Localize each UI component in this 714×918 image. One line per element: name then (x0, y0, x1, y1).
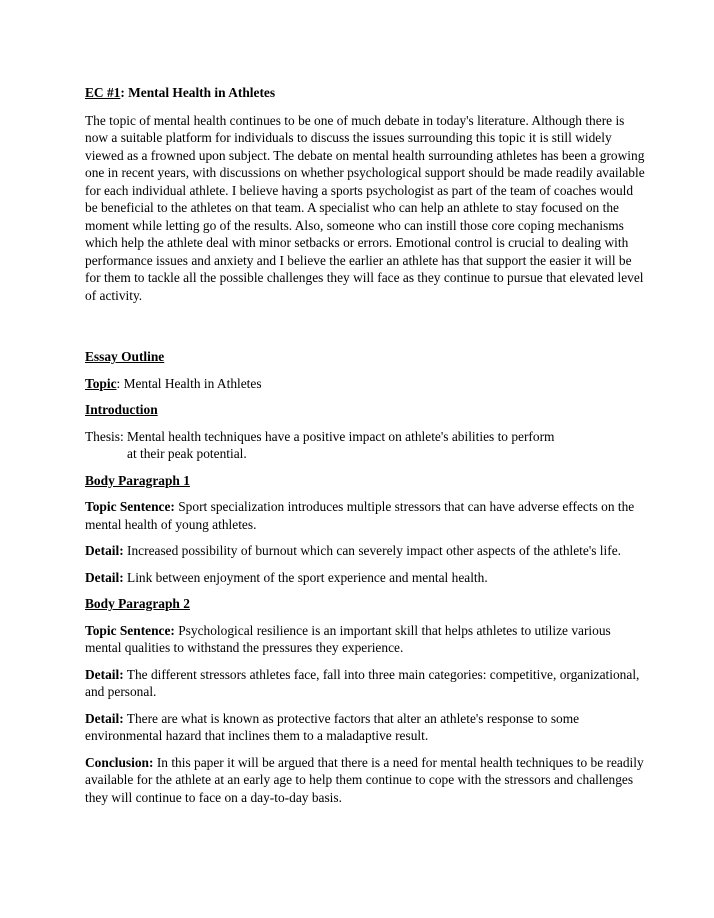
section-spacer (85, 304, 645, 348)
body2-topic-sentence (85, 622, 645, 657)
conclusion-label: Conclusion: (85, 754, 154, 770)
outline-topic (85, 375, 645, 393)
body1-topic-label: Topic Sentence: (85, 499, 175, 514)
body2-detail2-label: Detail: (85, 710, 124, 726)
body2-detail1-text: The different stressors athletes face, fall into three main categories: competitive, organizational, and personal. (85, 666, 640, 699)
document-title (85, 84, 645, 102)
title-prefix: EC #1 (85, 85, 121, 100)
thesis-line-2: at their peak potential. (127, 446, 247, 461)
introduction-heading: Introduction (85, 402, 158, 417)
topic-label: Topic (85, 375, 117, 391)
body1-detail2-text: Link between enjoyment of the sport experience and mental health. (123, 569, 488, 585)
body2-detail2-text: There are what is known as protective factors that alter an athlete's response to some environmental hazard that inclines them to a maladaptive result. (85, 710, 580, 743)
topic-value: : Mental Health in Athletes (116, 375, 262, 391)
thesis-line-1: Thesis: Mental health techniques have a positive impact on athlete's abilities to perform (85, 428, 555, 444)
title-rest: : Mental Health in Athletes (120, 85, 276, 100)
document-page (85, 84, 645, 815)
body2-detail-1 (85, 666, 645, 701)
conclusion-text: In this paper it will be argued that there is a need for mental health techniques to be readily available for the athlete at an early age to help them continue to cope with the stressors and challenges they will continue to face on a day-to-day basis. (85, 754, 644, 805)
body1-detail1-text: Increased possibility of burnout which can severely impact other aspects of the athlete's life. (123, 543, 622, 558)
outline-heading: Essay Outline (85, 349, 165, 364)
body2-detail-2 (85, 710, 645, 745)
body2-topic-text: Psychological resilience is an important skill that helps athletes to utilize various mental qualities to withstand the pressures they experience. (85, 622, 611, 655)
body1-topic-text: Sport specialization introduces multiple stressors that can have adverse effects on the mental health of young athletes. (85, 499, 635, 532)
body1-detail-1 (85, 542, 645, 560)
body-paragraph-1-heading: Body Paragraph 1 (85, 472, 190, 488)
body1-detail2-label: Detail: (85, 569, 124, 585)
body1-detail-2 (85, 569, 645, 587)
body1-detail1-label: Detail: (85, 543, 124, 558)
intro-paragraph: The topic of mental health continues to be one of much debate in today's literature. Although there is now a suitable platform for individuals to discuss the issues surrounding this topic it is still widely viewed as a frowned upon subject. The debate on mental health surrounding athletes has been a growing one in recent years, with discussions on whether psychological support should be made readily available for each individual athlete. I believe having a sports psychologist as part of the team of coaches would be beneficial to the athletes on that team. A specialist who can help an athlete to stay focused on the moment while letting go of the results. Also, someone who can instill those core coping mechanisms which help the athlete deal with minor setbacks or errors. Emotional control is crucial to dealing with performance issues and anxiety and I believe the earlier an athlete has that support the easier it will be for them to tackle all the possible challenges they will face as they continue to pursue that elevated level of activity. (85, 112, 645, 303)
thesis (85, 428, 645, 463)
body1-topic-sentence (85, 498, 645, 533)
body2-detail1-label: Detail: (85, 666, 124, 682)
body2-topic-label: Topic Sentence: (85, 622, 175, 638)
conclusion (85, 754, 645, 807)
body-paragraph-2-heading: Body Paragraph 2 (85, 596, 190, 611)
